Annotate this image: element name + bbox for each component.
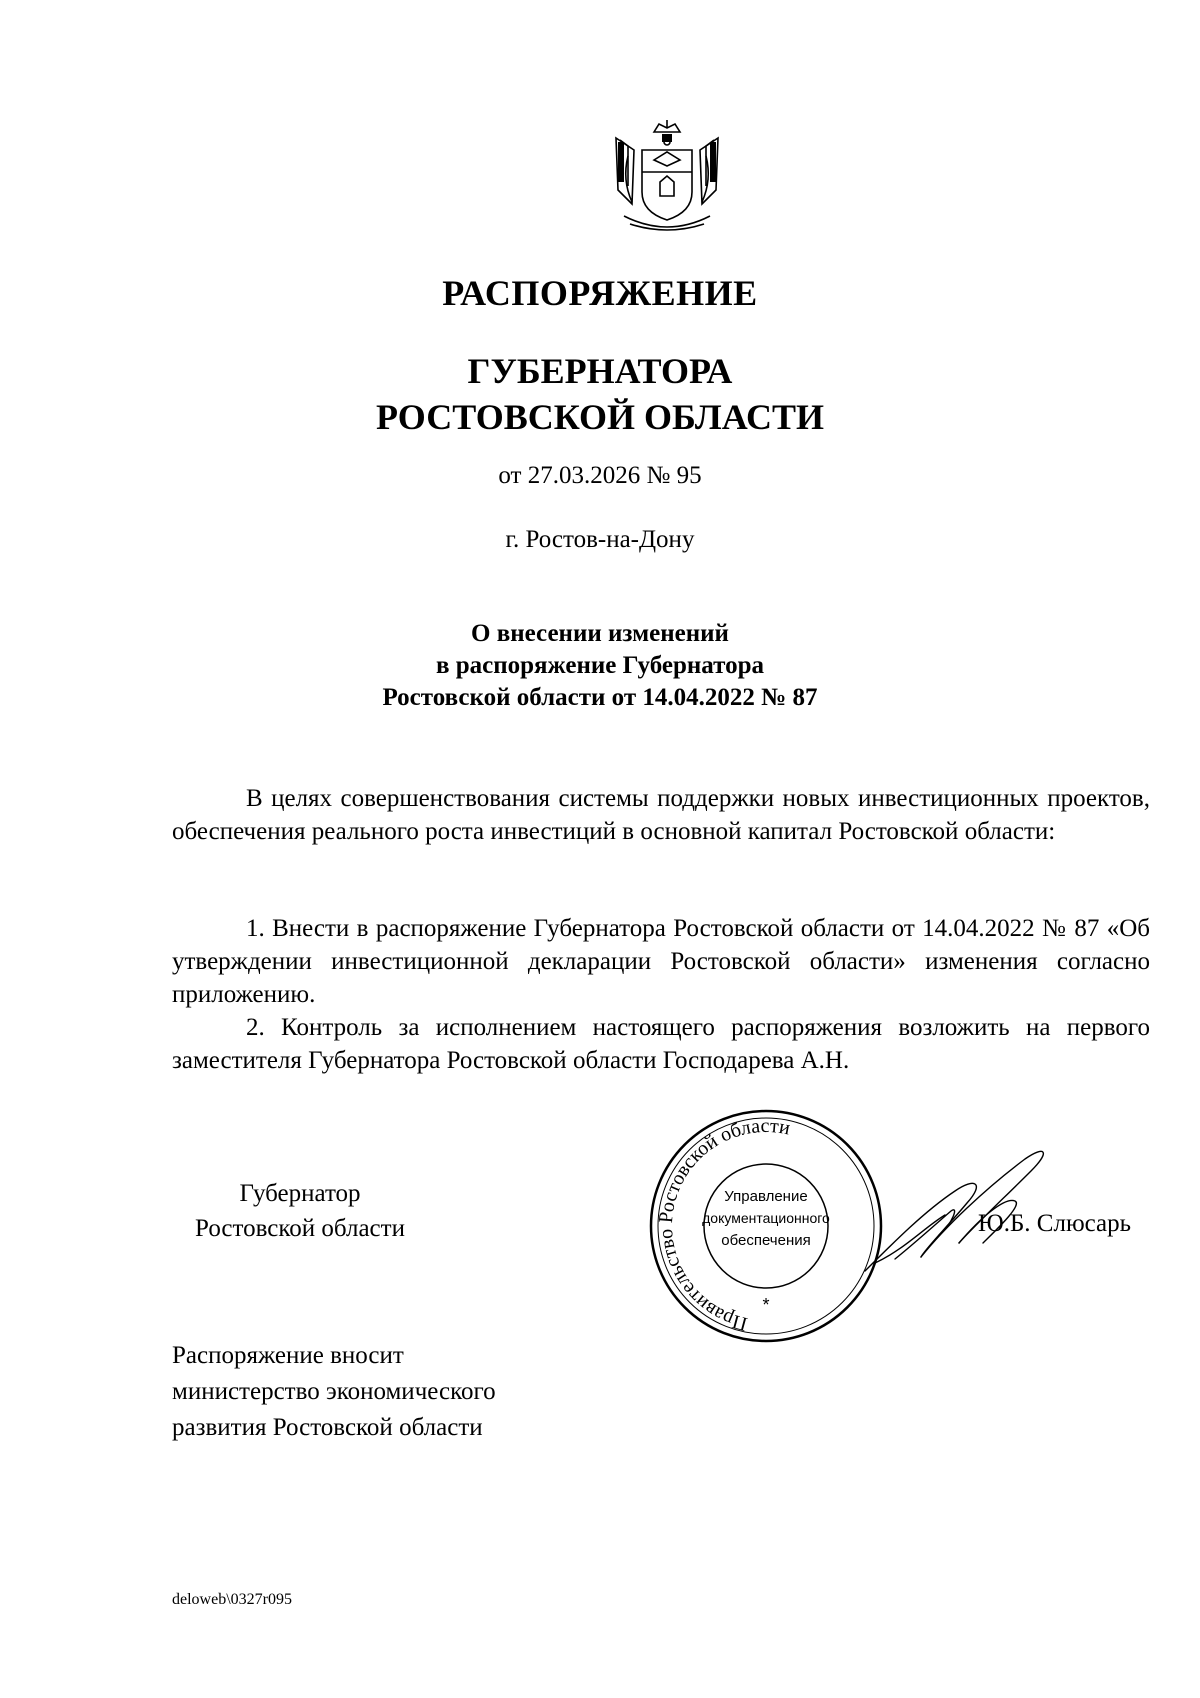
subject-line-2: в распоряжение Губернатора [435, 652, 765, 679]
subject-line-1: О внесении изменений [471, 620, 729, 647]
introducer-line-3: развития Ростовской области [172, 1414, 483, 1441]
document-subject [0, 618, 1200, 714]
document-file-code: deloweb\0327r095 [172, 1591, 292, 1608]
seal-center-line-3: обеспечения [721, 1232, 811, 1249]
issuer-line-2: РОСТОВСКОЙ ОБЛАСТИ [376, 397, 824, 437]
introducer-line-2: министерство экономического [172, 1378, 496, 1405]
signatory-position-line-2: Ростовской области [195, 1215, 405, 1242]
subject-line-3: Ростовской области от 14.04.2022 № 87 [382, 684, 818, 711]
document-date-number: от 27.03.2026 № 95 [498, 462, 702, 489]
order-item-2: 2. Контроль за исполнением настоящего распоряжения возложить на первого заместителя Губернатора Ростовской области Господарева А.Н. [172, 1014, 1150, 1074]
document-place: г. Ростов-на-Дону [505, 526, 695, 553]
seal-ring-text: Правительство Ростовской области [654, 1114, 792, 1336]
seal-center-line-2: документационного [702, 1210, 830, 1226]
signatory-name: Ю.Б. Слюсарь [978, 1210, 1132, 1237]
issuer-line-1: ГУБЕРНАТОРА [467, 351, 733, 391]
introducer-line-1: Распоряжение вносит [172, 1342, 404, 1369]
issuer-heading [0, 348, 1200, 440]
signatory-position [178, 1176, 422, 1246]
introducer-note [172, 1338, 496, 1446]
handwritten-signature [855, 1131, 1095, 1281]
seal-center-line-1: Управление [724, 1188, 808, 1205]
seal-star: * [762, 1295, 770, 1315]
document-type-heading: РАСПОРЯЖЕНИЕ [442, 273, 758, 313]
coat-of-arms-emblem [604, 120, 730, 238]
official-seal [648, 1108, 884, 1344]
order-item-1: 1. Внести в распоряжение Губернатора Ростовской области от 14.04.2022 № 87 «Об утверждении инвестиционной декларации Ростовской области» изменения согласно приложению. [172, 915, 1150, 1008]
signatory-position-line-1: Губернатор [239, 1180, 361, 1207]
preamble-paragraph: В целях совершенствования системы поддержки новых инвестиционных проектов, обеспечения реального роста инвестиций в основной капитал Ростовской области: [172, 785, 1150, 845]
